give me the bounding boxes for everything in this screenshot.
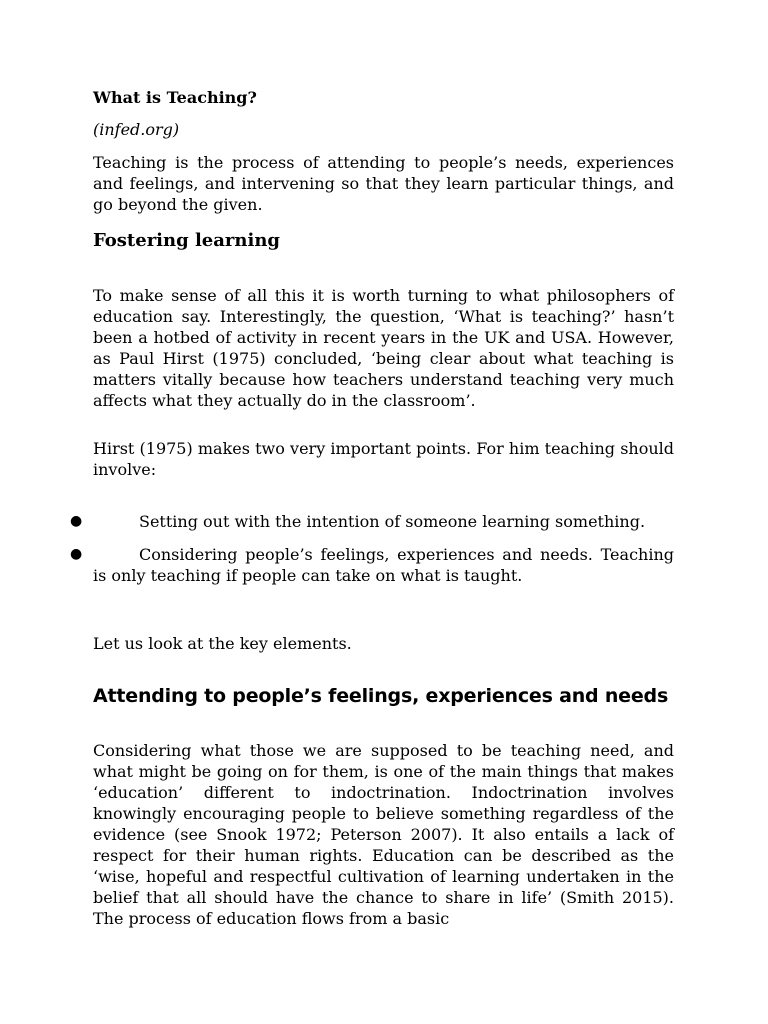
bullet-dot-icon: ● <box>70 546 83 562</box>
list-item-text: Considering people’s feelings, experiences and needs. Teaching is only teaching if people can take on what is taught. <box>93 545 674 585</box>
section-heading-fostering-learning: Fostering learning <box>93 230 280 251</box>
bullet-dot-icon: ● <box>70 513 83 529</box>
list-item <box>70 544 674 586</box>
source-citation: (infed.org) <box>93 120 180 139</box>
paragraph-key-elements: Let us look at the key elements. <box>93 634 352 653</box>
bullet-list <box>70 511 674 586</box>
section-heading-attending: Attending to people’s feelings, experiences and needs <box>93 685 669 707</box>
paragraph-philosophers: To make sense of all this it is worth turning to what philosophers of education say. Interestingly, the question, ‘What is teaching?’ hasn’t been a hotbed of activity in recent years in the UK and USA. However, as Paul Hirst (1975) concluded, ‘being clear about what teaching is matters vitally because how teachers understand teaching very much affects what they actually do in the classroom’. <box>93 286 674 410</box>
document-title: What is Teaching? <box>93 88 257 107</box>
paragraph-considering: Considering what those we are supposed to be teaching need, and what might be going on for them, is one of the main things that makes ‘education’ different to indoctrination. Indoctrination involves knowingly encouraging people to believe something regardless of the evidence (see Snook 1972; Peterson 2007). It also entails a lack of respect for their human rights. Education can be described as the ‘wise, hopeful and respectful cultivation of learning undertaken in the belief that all should have the chance to share in life’ (Smith 2015). The process of education flows from a basic <box>93 741 674 928</box>
list-item-text: Setting out with the intention of someone learning something. <box>139 512 646 531</box>
intro-paragraph: Teaching is the process of attending to people’s needs, experiences and feelings, and intervening so that they learn particular things, and go beyond the given. <box>93 153 674 214</box>
list-item <box>70 511 674 532</box>
paragraph-hirst: Hirst (1975) makes two very important points. For him teaching should involve: <box>93 439 674 479</box>
